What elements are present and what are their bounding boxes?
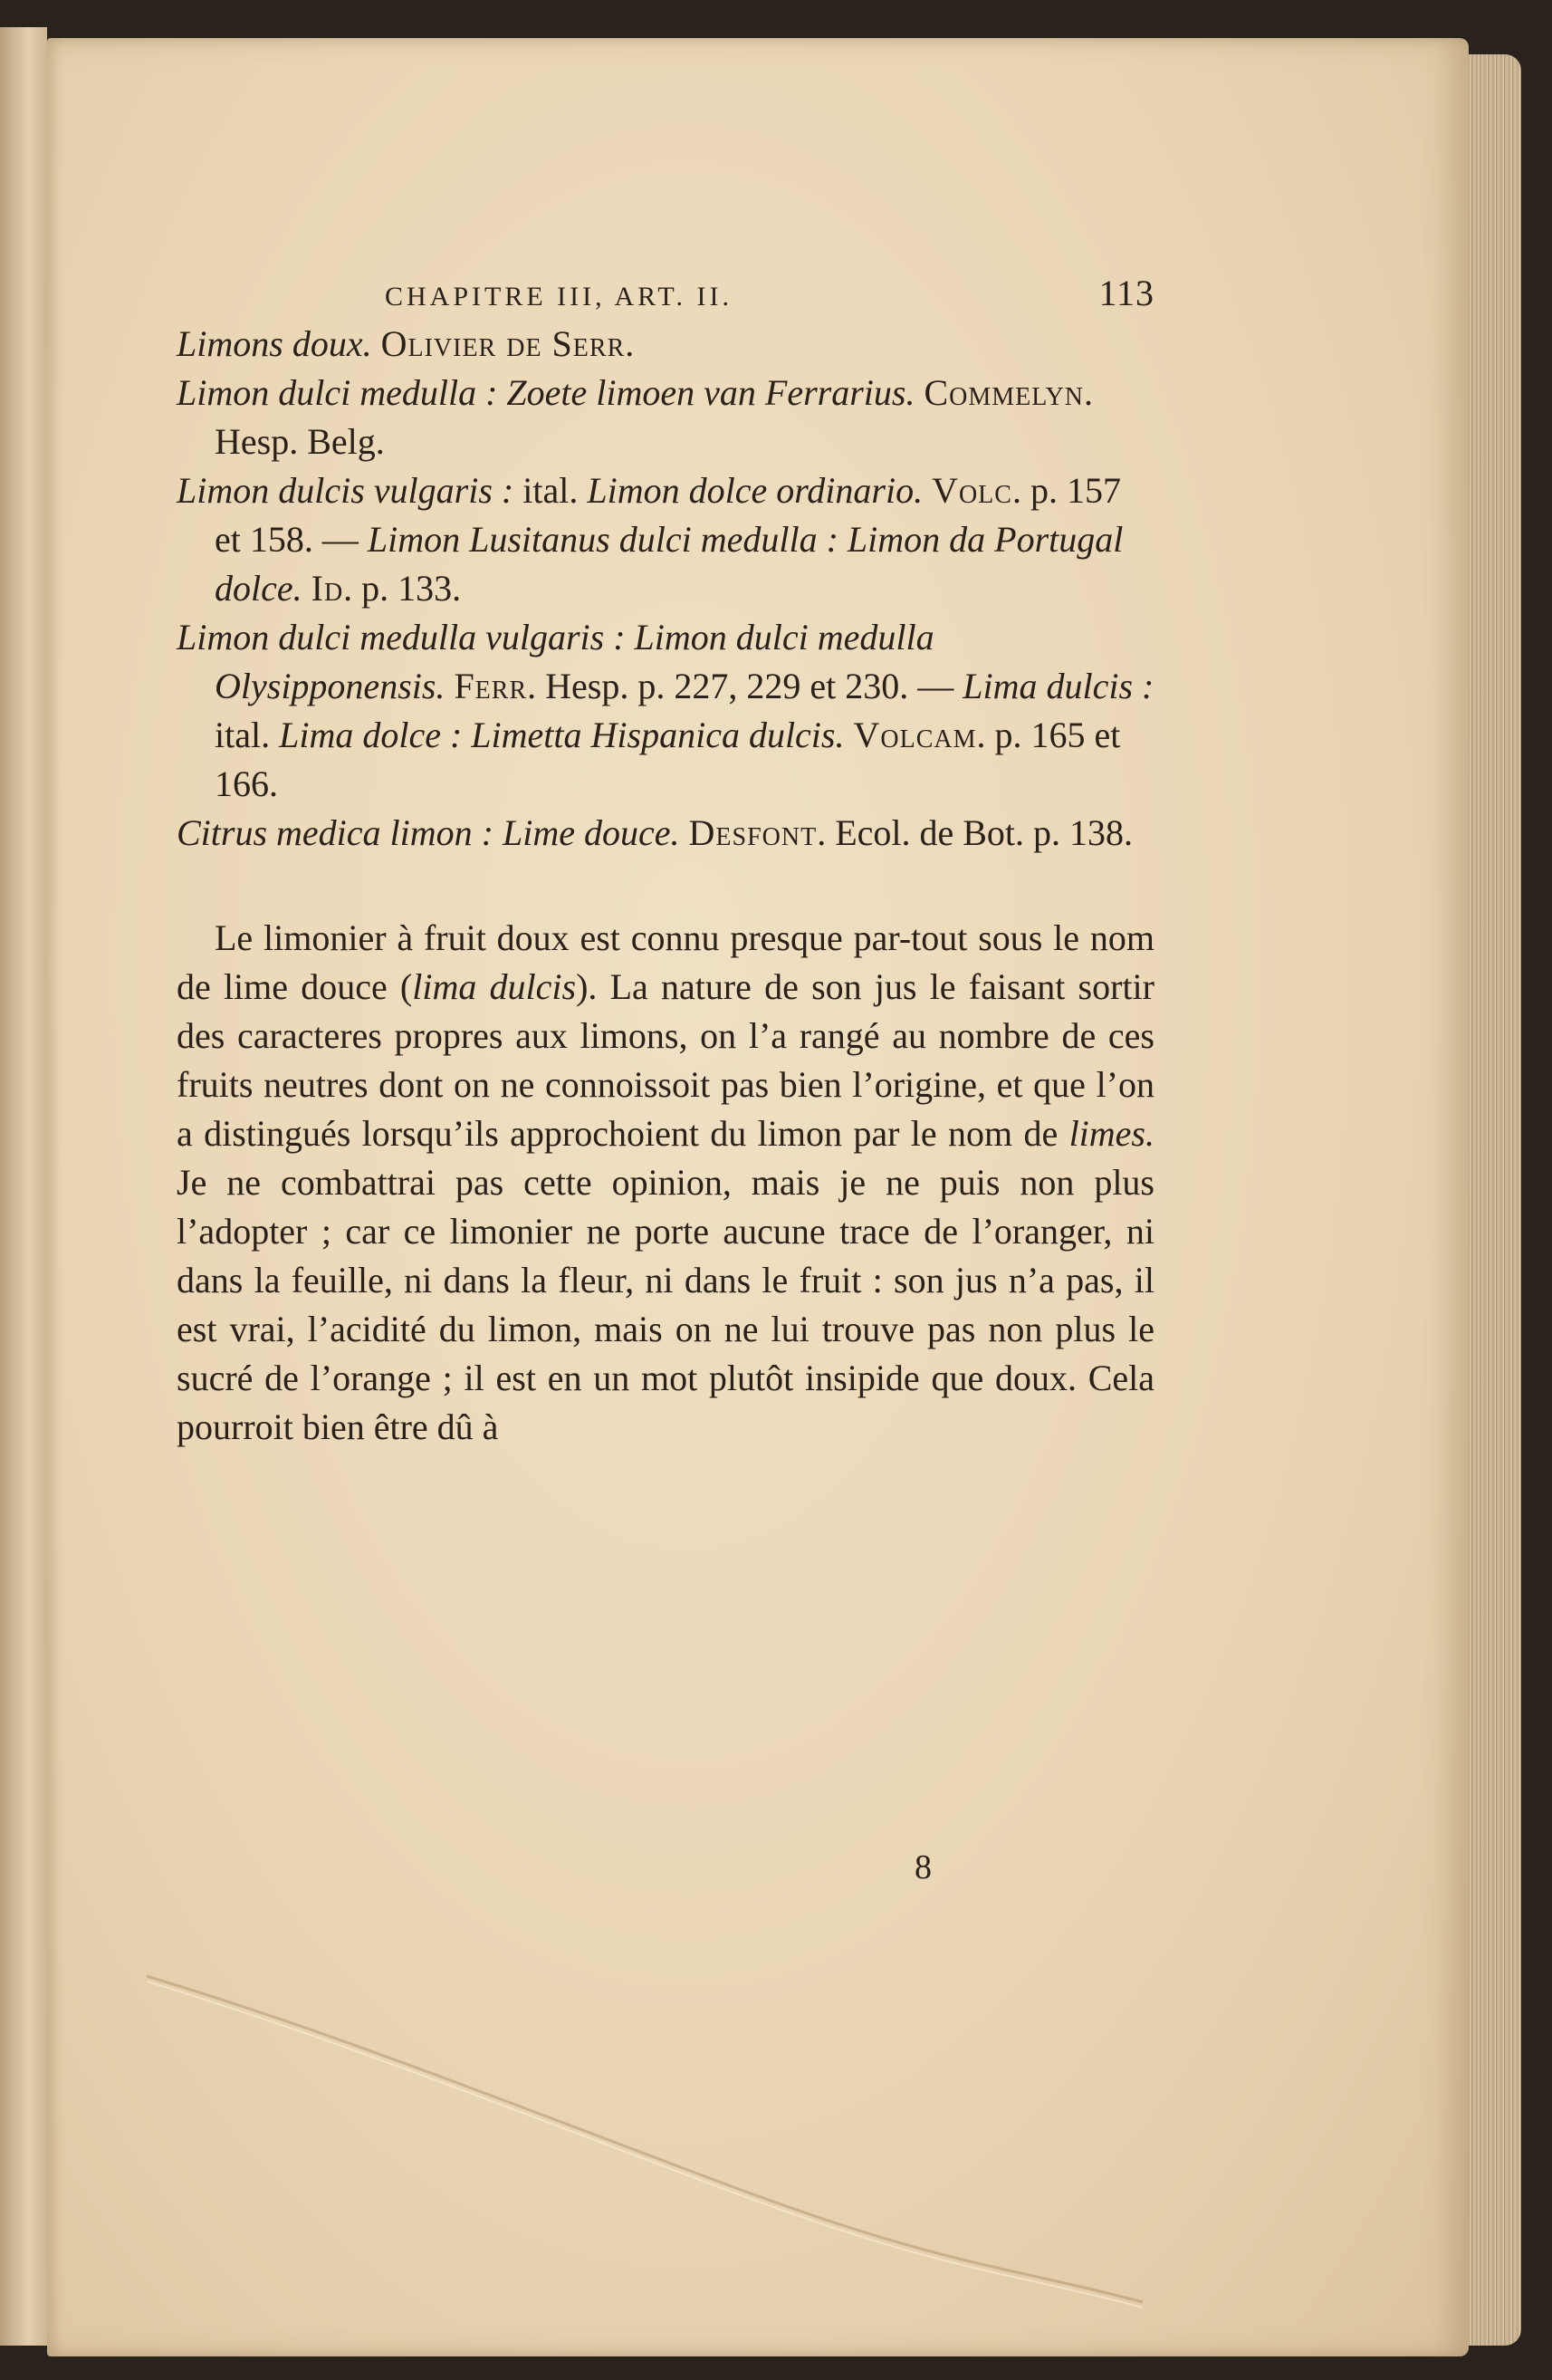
text-span: limes.: [1068, 1113, 1154, 1154]
text-span: Je ne combattrai pas cette opinion, mais je ne puis non plus l’adopter ; car ce limonier ne porte aucune trace de l’oranger, ni dans la feuille, ni dans la fleur, ni dans le fruit : son jus n’a pas, il est vrai, l’acidité du limon, mais on ne lui trouve pas non plus le sucré de l’orange ; il est en un mot plutôt insipide que doux. Cela pourroit bien être dû à: [177, 1162, 1154, 1447]
chapter-heading: CHAPITRE III, ART. II.: [385, 282, 733, 312]
text-span: . Ecol. de Bot. p. 138.: [817, 812, 1134, 853]
text-span: Olivier de Serr.: [380, 323, 636, 364]
page-number: 113: [1098, 273, 1154, 313]
text-span: Lima dolce : Limetta Hispanica dulcis.: [279, 715, 854, 755]
text-span: Limon dolce ordinario.: [587, 470, 933, 511]
text-span: Limon dulci medulla vulgaris : Limon dulci medulla Olysipponensis.: [177, 617, 934, 706]
text-span: Ferr: [454, 666, 528, 706]
text-span: Limon Lusitanus dulci medulla : Limon da Portugal dolce.: [215, 519, 1124, 609]
synonym-entry: [177, 369, 1154, 466]
text-span: Le limonier à fruit doux est connu presque par-tout sous le nom de lime douce (: [177, 917, 1154, 1007]
text-span: Lima dulcis :: [963, 666, 1154, 706]
text-span: lima dulcis: [412, 966, 577, 1007]
text-span: ). La nature de son jus le faisant sortir des caracteres propres aux limons, on l’a rangé au nombre de ces fruits neutres dont on ne connoissoit pas bien l’origine, et que l’on a distingués lorsqu’ils approchoient du limon par le nom de: [177, 966, 1154, 1154]
text-span: . Hesp. p. 227, 229 et 230. —: [527, 666, 963, 706]
body-paragraph: [177, 914, 1154, 1452]
synonymy-list: [177, 320, 1154, 858]
text-span: Volcam: [853, 715, 977, 755]
text-span: Commelyn: [924, 372, 1085, 413]
text-span: Limons doux.: [177, 323, 381, 364]
synonym-entry: [177, 320, 1154, 369]
synonym-entry: [177, 613, 1154, 809]
text-span: Desfont: [688, 812, 818, 853]
text-span: Volc: [932, 470, 1012, 511]
text-span: . Hesp. Belg.: [215, 372, 1094, 462]
text-span: ital.: [522, 470, 588, 511]
text-span: . p. 157 et 158. —: [215, 470, 1121, 560]
synonym-entry: [177, 809, 1154, 858]
text-span: Citrus medica limon : Lime douce.: [177, 812, 689, 853]
text-block: [177, 272, 1154, 1452]
synonym-entry: [177, 466, 1154, 613]
paper-crease: [147, 1958, 1143, 2320]
running-head: [177, 272, 1154, 314]
facing-page-edge: [0, 27, 47, 2346]
text-span: Limon dulcis vulgaris :: [177, 470, 523, 511]
text-span: Limon dulci medulla : Zoete limoen van Ferrarius.: [177, 372, 924, 413]
text-span: . p. 165 et 166.: [215, 715, 1121, 804]
text-span: Id: [311, 568, 344, 609]
signature-mark: 8: [915, 1848, 932, 1886]
text-span: ital.: [215, 715, 280, 755]
text-span: . p. 133.: [343, 568, 462, 609]
